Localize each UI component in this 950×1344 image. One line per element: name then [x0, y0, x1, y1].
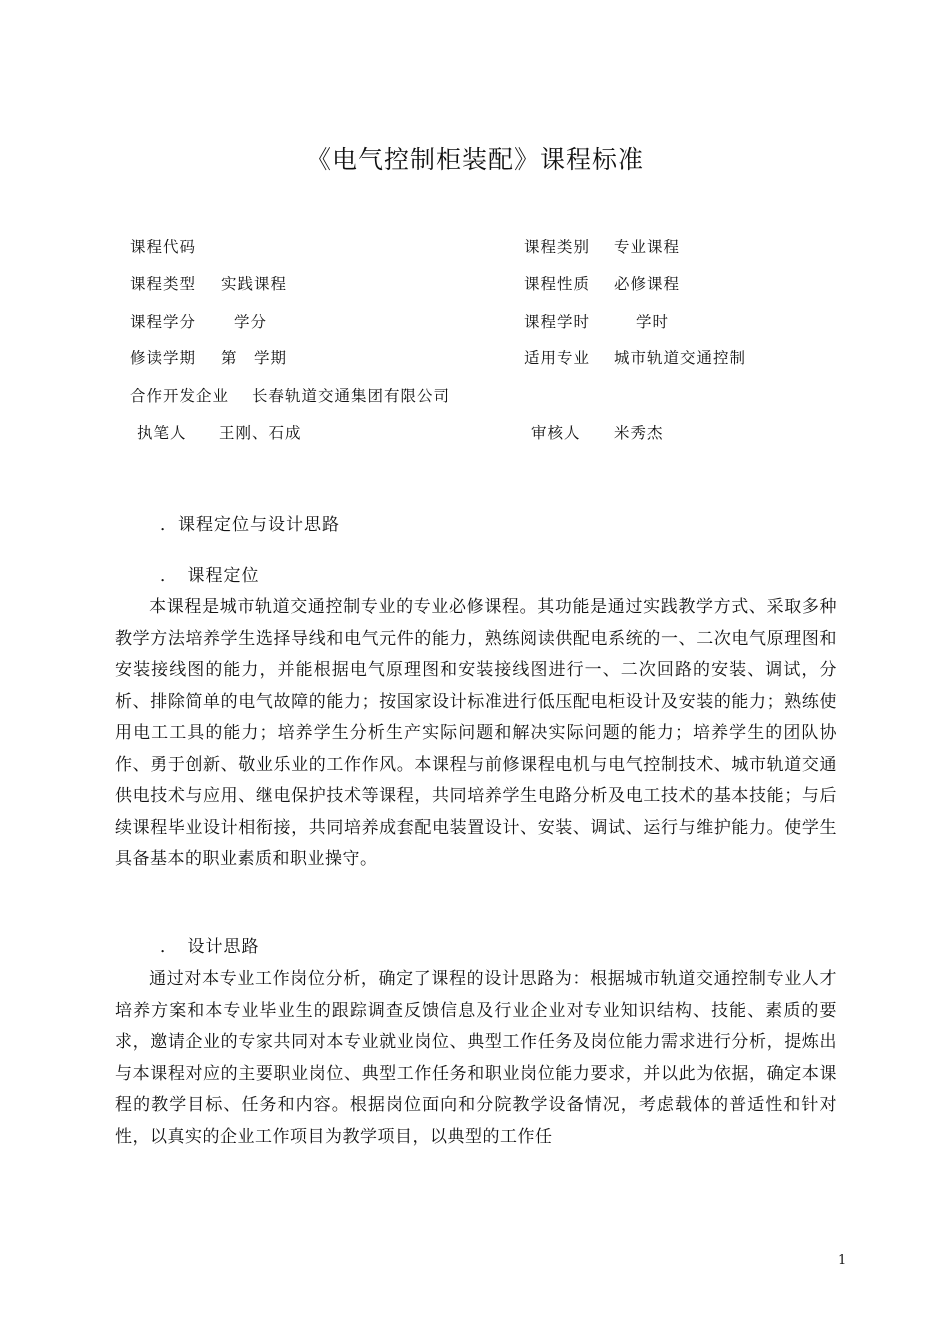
- semester-label: 修读学期: [130, 349, 197, 367]
- course-type-value: 实践课程: [221, 275, 288, 293]
- subsection-heading-positioning: ． 课程定位: [160, 566, 260, 586]
- author-value: 王刚、石成: [219, 424, 302, 442]
- course-category-value: 专业课程: [614, 238, 681, 256]
- document-title: 《电气控制柜装配》课程标准: [305, 145, 644, 174]
- reviewer-value: 米秀杰: [614, 424, 664, 442]
- course-nature-value: 必修课程: [614, 275, 681, 293]
- author-label: 执笔人: [137, 424, 187, 442]
- major-value: 城市轨道交通控制: [614, 349, 747, 367]
- major-label: 适用专业: [524, 349, 591, 367]
- section-heading: ．课程定位与设计思路: [160, 515, 340, 535]
- hours-value: 学时: [636, 313, 670, 331]
- course-type-label: 课程类型: [130, 275, 197, 293]
- credits-value: 学分: [234, 313, 268, 331]
- page-number: 1: [838, 1253, 847, 1268]
- subsection-heading-design: ． 设计思路: [160, 937, 260, 957]
- partner-label: 合作开发企业: [130, 387, 230, 405]
- course-category-label: 课程类别: [524, 238, 591, 256]
- partner-value: 长春轨道交通集团有限公司: [252, 387, 451, 405]
- course-code-label: 课程代码: [130, 238, 197, 256]
- paragraph-positioning: [115, 592, 837, 876]
- paragraph-design: [115, 964, 837, 1153]
- credits-label: 课程学分: [130, 313, 197, 331]
- hours-label: 课程学时: [524, 313, 591, 331]
- paragraph-design-text: 通过对本专业工作岗位分析，确定了课程的设计思路为：根据城市轨道交通控制专业人才培养方案和本专业毕业生的跟踪调查反馈信息及行业企业对专业知识结构、技能、素质的要求，邀请企业的专家共同对本专业就业岗位、典型工作任务及岗位能力需求进行分析，提炼出与本课程对应的主要职业岗位、典型工作任务和职业岗位能力要求，并以此为依据，确定本课程的教学目标、任务和内容。根据岗位面向和分院教学设备情况，考虑载体的普适性和针对性，以真实的企业工作项目为教学项目，以典型的工作任: [115, 969, 837, 1147]
- reviewer-label: 审核人: [531, 424, 581, 442]
- course-nature-label: 课程性质: [524, 275, 591, 293]
- paragraph-positioning-text: 本课程是城市轨道交通控制专业的专业必修课程。其功能是通过实践教学方式、采取多种教学方法培养学生选择导线和电气元件的能力，熟练阅读供配电系统的一、二次电气原理图和安装接线图的能力，并能根据电气原理图和安装接线图进行一、二次回路的安装、调试，分析、排除简单的电气故障的能力；按国家设计标准进行低压配电柜设计及安装的能力；熟练使用电工工具的能力；培养学生分析生产实际问题和解决实际问题的能力；培养学生的团队协作、勇于创新、敬业乐业的工作作风。本课程与前修课程电机与电气控制技术、城市轨道交通供电技术与应用、继电保护技术等课程，共同培养学生电路分析及电工技术的基本技能；与后续课程毕业设计相衔接，共同培养成套配电装置设计、安装、调试、运行与维护能力。使学生具备基本的职业素质和职业操守。: [115, 597, 837, 869]
- semester-value: 第 学期: [221, 349, 288, 367]
